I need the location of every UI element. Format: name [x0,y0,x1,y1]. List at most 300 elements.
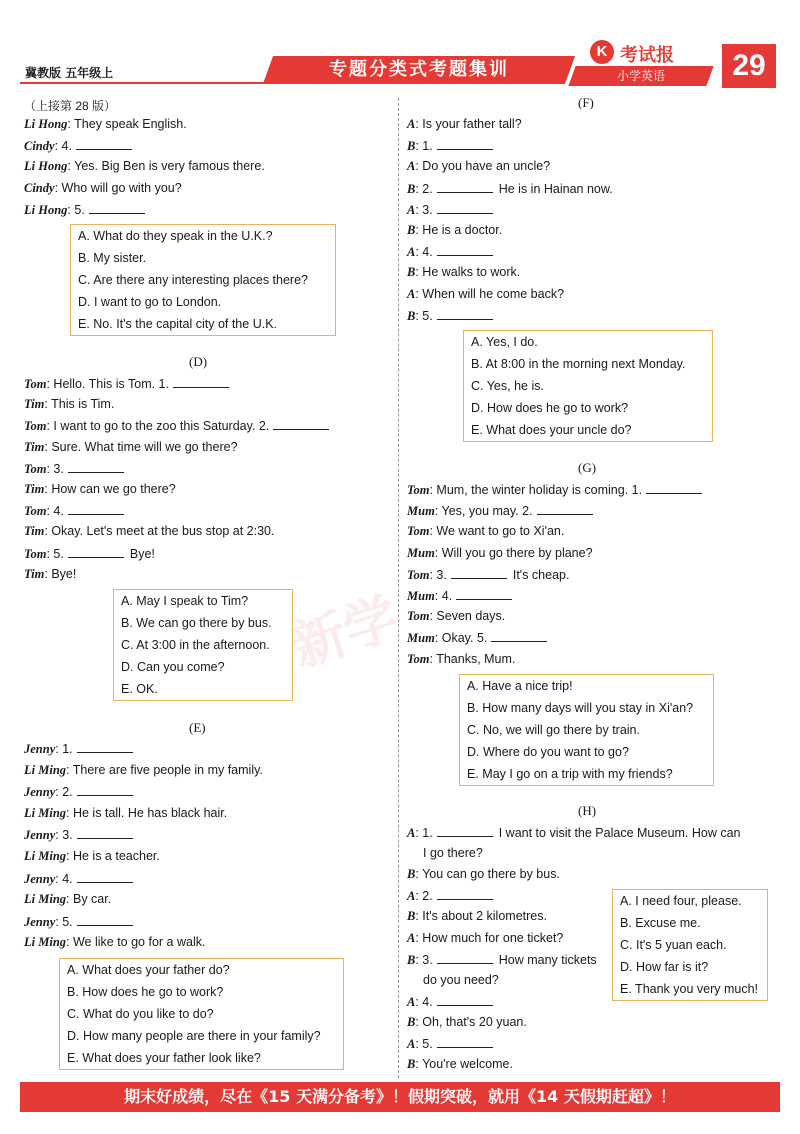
speaker-colon: : [44,397,52,412]
speaker-name: Tim [24,397,45,412]
speaker-name: A [407,994,416,1009]
speaker-colon: : [66,849,73,863]
speaker-colon: : [55,914,63,929]
answer-blank[interactable] [437,994,493,1006]
dialogue-line [407,652,515,667]
speaker-name: A [407,245,416,260]
speaker-colon: : [46,419,54,434]
banner-title: 专题分类式考题集训 [329,59,509,80]
page-number: 29 [722,44,776,88]
speaker-colon: : [55,742,63,756]
dialogue-text: How can we go there? [51,482,176,496]
answer-blank[interactable] [173,376,229,388]
dialogue-text: 5. [74,202,85,217]
section-title-g: (G) [578,460,597,475]
speaker-name: Jenny [24,742,56,756]
dialogue-text: By car. [72,892,112,907]
speaker-name: A [407,202,416,217]
speaker-name: B [407,952,416,967]
speaker-colon: : [55,871,63,886]
dialogue-line [407,867,560,882]
speaker-name: A [407,117,416,131]
speaker-colon: : [429,609,437,624]
dialogue-line [24,117,187,132]
speaker-name: Tim [24,439,45,454]
speaker-name: Mum [407,504,435,519]
dialogue-line [24,159,265,174]
speaker-colon: : [67,117,75,131]
brand-logo [590,40,720,66]
dialogue-line [24,418,329,434]
speaker-colon: : [429,567,437,582]
options-box-g [459,674,714,786]
option-item: D. How far is it? [620,960,709,974]
options-box-h [612,889,768,1001]
dialogue-text: 5. [422,1037,433,1051]
speaker-name: Li Ming [24,849,67,863]
option-item: E. What does your uncle do? [471,423,632,437]
dialogue-text: Yes. Big Ben is very famous there. [74,159,265,174]
section-title-d: (D) [189,354,208,369]
dialogue-text: 3. [422,952,433,967]
speaker-name: Jenny [24,871,56,886]
speaker-name: B [407,223,416,237]
dialogue-text: 4. [441,589,453,603]
speaker-name: Tom [24,419,47,434]
dialogue-line [407,909,547,924]
dialogue-text: 3. [53,461,64,476]
speaker-colon: : [415,909,423,924]
answer-blank[interactable] [456,588,512,600]
dialogue-text: You can go there by bus. [422,867,560,882]
speaker-colon: : [44,524,52,539]
speaker-name: Tom [24,546,47,561]
dialogue-line [24,482,176,497]
option-item: B. Excuse me. [620,916,701,930]
speaker-name: Li Hong [24,117,68,131]
dialogue-text: 1. [422,139,433,154]
dialogue-text: Oh, that's 20 yuan. [422,1014,527,1029]
speaker-colon: : [434,504,442,519]
speaker-name: B [407,265,416,280]
speaker-name: Tom [24,504,47,519]
answer-blank[interactable] [437,138,493,150]
dialogue-line [407,609,505,624]
speaker-name: B [407,308,416,323]
dialogue-text: They speak English. [74,117,187,131]
speaker-colon: : [415,245,423,260]
dialogue-line [24,849,160,864]
speaker-colon: : [66,762,73,777]
answer-blank[interactable] [68,461,124,473]
dialogue-text: There are five people in my family. [72,762,263,777]
options-box-f [463,330,713,442]
speaker-name: A [407,286,416,301]
answer-blank[interactable] [437,1036,493,1048]
answer-blank[interactable] [437,244,493,256]
option-item: E. No. It's the capital city of the U.K. [78,317,277,331]
dialogue-text: It's about 2 kilometres. [422,909,547,924]
answer-blank[interactable] [77,827,133,839]
speaker-colon: : [44,482,52,496]
option-item: D. Where do you want to go? [467,745,629,759]
answer-blank[interactable] [437,308,493,320]
dialogue-text: 3. [62,828,73,843]
dialogue-line [407,588,512,604]
dialogue-text: 4. [422,245,433,260]
speaker-colon: : [434,545,442,560]
option-item: B. How many days will you stay in Xi'an? [467,701,694,715]
dialogue-text: He walks to work. [422,265,521,280]
option-item: C. No, we will go there by train. [467,723,640,737]
dialogue-text: I go there? [423,846,483,861]
speaker-colon: : [415,265,423,280]
speaker-name: Tom [407,524,430,539]
option-item: C. It's 5 yuan each. [620,938,727,952]
speaker-name: B [407,1057,416,1072]
answer-blank[interactable] [68,503,124,515]
option-item: E. Thank you very much! [620,982,759,996]
speaker-colon: : [67,159,75,174]
speaker-name: Tom [407,609,430,624]
option-item: D. How many people are there in your family? [67,1029,321,1043]
dialogue-line [423,973,499,987]
dialogue-text: We like to go for a walk. [72,935,206,950]
speaker-colon: : [415,1057,423,1072]
dialogue-text: Yes, you may. 2. [441,504,533,519]
option-item: A. I need four, please. [620,894,742,908]
speaker-name: B [407,139,416,154]
dialogue-line [407,524,564,539]
option-item: A. What does your father do? [67,963,230,977]
option-item: C. What do you like to do? [67,1007,214,1021]
dialogue-text: You're welcome. [422,1057,513,1072]
answer-blank[interactable] [646,482,702,494]
option-item: C. At 3:00 in the afternoon. [121,638,270,652]
watermark: 新学 [284,585,407,679]
dialogue-text: Sure. What time will we go there? [51,439,238,454]
subject-label: 小学英语 [568,66,713,86]
header-rule [20,82,265,84]
dialogue-text: Seven days. [436,609,506,624]
answer-blank[interactable] [537,503,593,515]
edition-label: 冀教版 五年级上 [25,66,114,80]
dialogue-text: When will he come back? [422,286,565,301]
section-title-e: (E) [189,720,206,735]
dialogue-text: We want to go to Xi'an. [436,524,565,539]
option-item: A. Yes, I do. [471,335,538,349]
speaker-name: A [407,1037,416,1051]
speaker-colon: : [415,202,423,217]
dialogue-line [407,159,550,174]
speaker-name: B [407,909,416,924]
speaker-colon: : [66,892,73,907]
speaker-colon: : [415,286,423,301]
option-item: E. OK. [121,682,158,696]
speaker-colon: : [415,117,423,131]
speaker-name: Mum [407,589,435,603]
dialogue-text: 1. [62,742,73,756]
dialogue-text: Bye! [51,566,77,581]
dialogue-line [24,871,133,887]
speaker-colon: : [429,524,437,539]
dialogue-line [24,181,182,196]
option-item: D. How does he go to work? [471,401,629,415]
dialogue-text: Mum, the winter holiday is coming. 1. [436,483,643,497]
dialogue-text: 2. [422,889,433,904]
dialogue-text: 2. [62,785,73,800]
dialogue-line [24,503,124,519]
speaker-name: Jenny [24,828,56,843]
dialogue-text: 5. [62,914,73,929]
speaker-name: A [407,826,416,840]
speaker-colon: : [44,566,52,581]
speaker-colon: : [415,994,423,1009]
speaker-name: Tom [407,651,430,666]
speaker-name: B [407,181,416,196]
speaker-name: Li Ming [24,762,67,777]
speaker-name: Tom [407,567,430,582]
dialogue-line [407,567,569,583]
dialogue-line [407,308,493,324]
option-item: B. At 8:00 in the morning next Monday. [471,357,686,371]
dialogue-line [407,1036,493,1052]
speaker-name: Tom [407,483,430,497]
speaker-colon: : [415,826,423,840]
answer-blank[interactable] [273,418,329,430]
speaker-colon: : [429,483,437,497]
option-item: B. My sister. [78,251,147,265]
option-item: B. How does he go to work? [67,985,224,999]
dialogue-line [24,784,133,800]
dialogue-line [407,952,597,968]
dialogue-text: 3. [436,567,447,582]
speaker-name: Li Ming [24,892,67,907]
speaker-colon: : [54,139,62,154]
answer-blank[interactable] [77,871,133,883]
dialogue-text: 4. [53,504,64,519]
answer-blank[interactable] [437,202,493,214]
speaker-colon: : [46,377,54,391]
speaker-colon: : [415,952,423,967]
answer-blank[interactable] [437,181,493,193]
dialogue-line [24,461,124,477]
speaker-name: Jenny [24,785,56,800]
dialogue-text: He is a doctor. [422,223,503,237]
dialogue-line [24,546,155,562]
dialogue-line [24,138,132,154]
dialogue-line [24,376,229,392]
speaker-colon: : [415,139,423,154]
dialogue-line [24,892,111,907]
speaker-colon: : [415,223,423,237]
answer-blank[interactable] [437,888,493,900]
speaker-colon: : [67,202,75,217]
speaker-colon: : [429,651,437,666]
dialogue-text: He is tall. He has black hair. [72,805,228,820]
speaker-name: B [407,867,416,882]
dialogue-text: 4. [62,871,73,886]
section-title-f: (F) [578,95,594,110]
speaker-name: Mum [407,545,435,560]
speaker-colon: : [415,889,423,904]
dialogue-text: Who will go with you? [61,180,182,195]
dialogue-line [407,223,502,238]
speaker-name: Li Ming [24,805,67,820]
speaker-name: Tim [24,524,45,539]
column-divider [398,98,399,1078]
dialogue-text: Do you have an uncle? [422,159,551,174]
speaker-name: Tom [24,461,47,476]
dialogue-line [407,503,593,519]
speaker-colon: : [415,867,423,882]
dialogue-line [407,931,563,946]
speaker-name: Li Hong [24,159,68,174]
speaker-name: Tim [24,482,45,496]
dialogue-line [407,138,493,154]
dialogue-line [407,546,593,561]
speaker-colon: : [434,631,442,646]
speaker-colon: : [66,935,73,950]
logo-k-icon: K [590,40,614,64]
dialogue-line [407,117,522,132]
option-item: E. May I go on a trip with my friends? [467,767,673,781]
speaker-colon: : [44,439,52,454]
dialogue-text: Will you go there by plane? [441,545,593,560]
answer-blank[interactable] [451,567,507,579]
section-title-h: (H) [578,803,597,818]
speaker-colon: : [415,930,423,945]
dialogue-line [407,181,613,197]
options-box-e [59,958,344,1070]
speaker-name: Tim [24,566,45,581]
speaker-name: Jenny [24,914,56,929]
dialogue-line [407,888,493,904]
speaker-colon: : [415,181,423,196]
speaker-colon: : [55,785,63,800]
speaker-name: A [407,889,416,904]
dialogue-text: 5. [422,308,433,323]
dialogue-line [407,825,741,841]
dialogue-text: 3. [422,202,433,217]
answer-blank[interactable] [76,138,132,150]
dialogue-line [24,440,238,455]
dialogue-text: 5. [53,546,64,561]
speaker-colon: : [55,828,63,843]
dialogue-text: Okay. Let's meet at the bus stop at 2:30. [51,524,275,539]
dialogue-text-after: Bye! [129,546,155,561]
dialogue-line [24,914,133,930]
dialogue-text: 1. [422,826,433,840]
speaker-colon: : [415,308,423,323]
dialogue-text: He is a teacher. [72,849,160,863]
dialogue-line [24,741,133,757]
speaker-colon: : [46,504,54,519]
option-item: D. I want to go to London. [78,295,222,309]
continuation-note: （上接第 28 版） [24,99,117,113]
speaker-name: A [407,930,416,945]
speaker-name: A [407,159,416,174]
option-item: C. Yes, he is. [471,379,544,393]
speaker-colon: : [54,180,62,195]
dialogue-text: Thanks, Mum. [436,651,516,666]
answer-blank[interactable] [437,952,493,964]
speaker-name: Mum [407,631,435,646]
answer-blank[interactable] [77,741,133,753]
dialogue-line [407,1015,527,1030]
dialogue-text-after: It's cheap. [512,567,570,582]
options-box-d [113,589,293,701]
dialogue-line [24,827,133,843]
option-item: A. Have a nice trip! [467,679,573,693]
dialogue-line [407,630,547,646]
speaker-colon: : [66,805,73,820]
dialogue-text: This is Tim. [51,397,115,412]
dialogue-text-after: How many tickets [498,952,597,967]
dialogue-line [423,846,483,860]
option-item: A. May I speak to Tim? [121,594,249,608]
dialogue-line [407,265,520,280]
answer-blank[interactable] [437,825,493,837]
dialogue-text: 4. [61,139,72,154]
speaker-name: Li Ming [24,935,67,950]
dialogue-text: do you need? [423,972,499,987]
speaker-colon: : [415,159,423,174]
dialogue-line [407,1057,513,1072]
dialogue-line [24,763,263,778]
answer-blank[interactable] [77,784,133,796]
dialogue-line [24,524,274,539]
speaker-name: Tom [24,377,47,391]
answer-blank[interactable] [89,202,145,214]
dialogue-text-after: He is in Hainan now. [498,181,613,196]
dialogue-line [24,935,205,950]
dialogue-text: Hello. This is Tom. 1. [53,377,169,391]
answer-blank[interactable] [68,546,124,558]
speaker-colon: : [46,461,54,476]
dialogue-line [407,244,493,260]
logo-name: 考试报 [620,45,674,66]
dialogue-line [24,202,145,218]
answer-blank[interactable] [491,630,547,642]
speaker-colon: : [46,546,54,561]
options-box-c [70,224,336,336]
dialogue-line [24,397,114,412]
option-item: C. Are there any interesting places there? [78,273,308,287]
answer-blank[interactable] [77,914,133,926]
option-item: D. Can you come? [121,660,225,674]
speaker-name: B [407,1014,416,1029]
option-item: B. We can go there by bus. [121,616,272,630]
dialogue-text: Okay. 5. [441,631,488,646]
dialogue-line [407,994,493,1010]
dialogue-text: How much for one ticket? [422,930,564,945]
footer-banner: 期末好成绩，尽在《15 天满分备考》！假期突破，就用《14 天假期赶超》！ [20,1082,780,1112]
dialogue-text-after: I want to visit the Palace Museum. How can [498,826,741,840]
dialogue-text: 2. [422,181,433,196]
dialogue-text: Is your father tall? [422,117,522,131]
dialogue-line [407,287,564,302]
dialogue-text: I want to go to the zoo this Saturday. 2. [53,419,270,434]
dialogue-line [24,806,227,821]
page-header [0,0,800,92]
speaker-colon: : [415,1037,423,1051]
speaker-name: Li Hong [24,202,68,217]
speaker-colon: : [434,589,442,603]
dialogue-line [407,482,702,498]
speaker-name: Cindy [24,180,55,195]
option-item: A. What do they speak in the U.K.? [78,229,273,243]
